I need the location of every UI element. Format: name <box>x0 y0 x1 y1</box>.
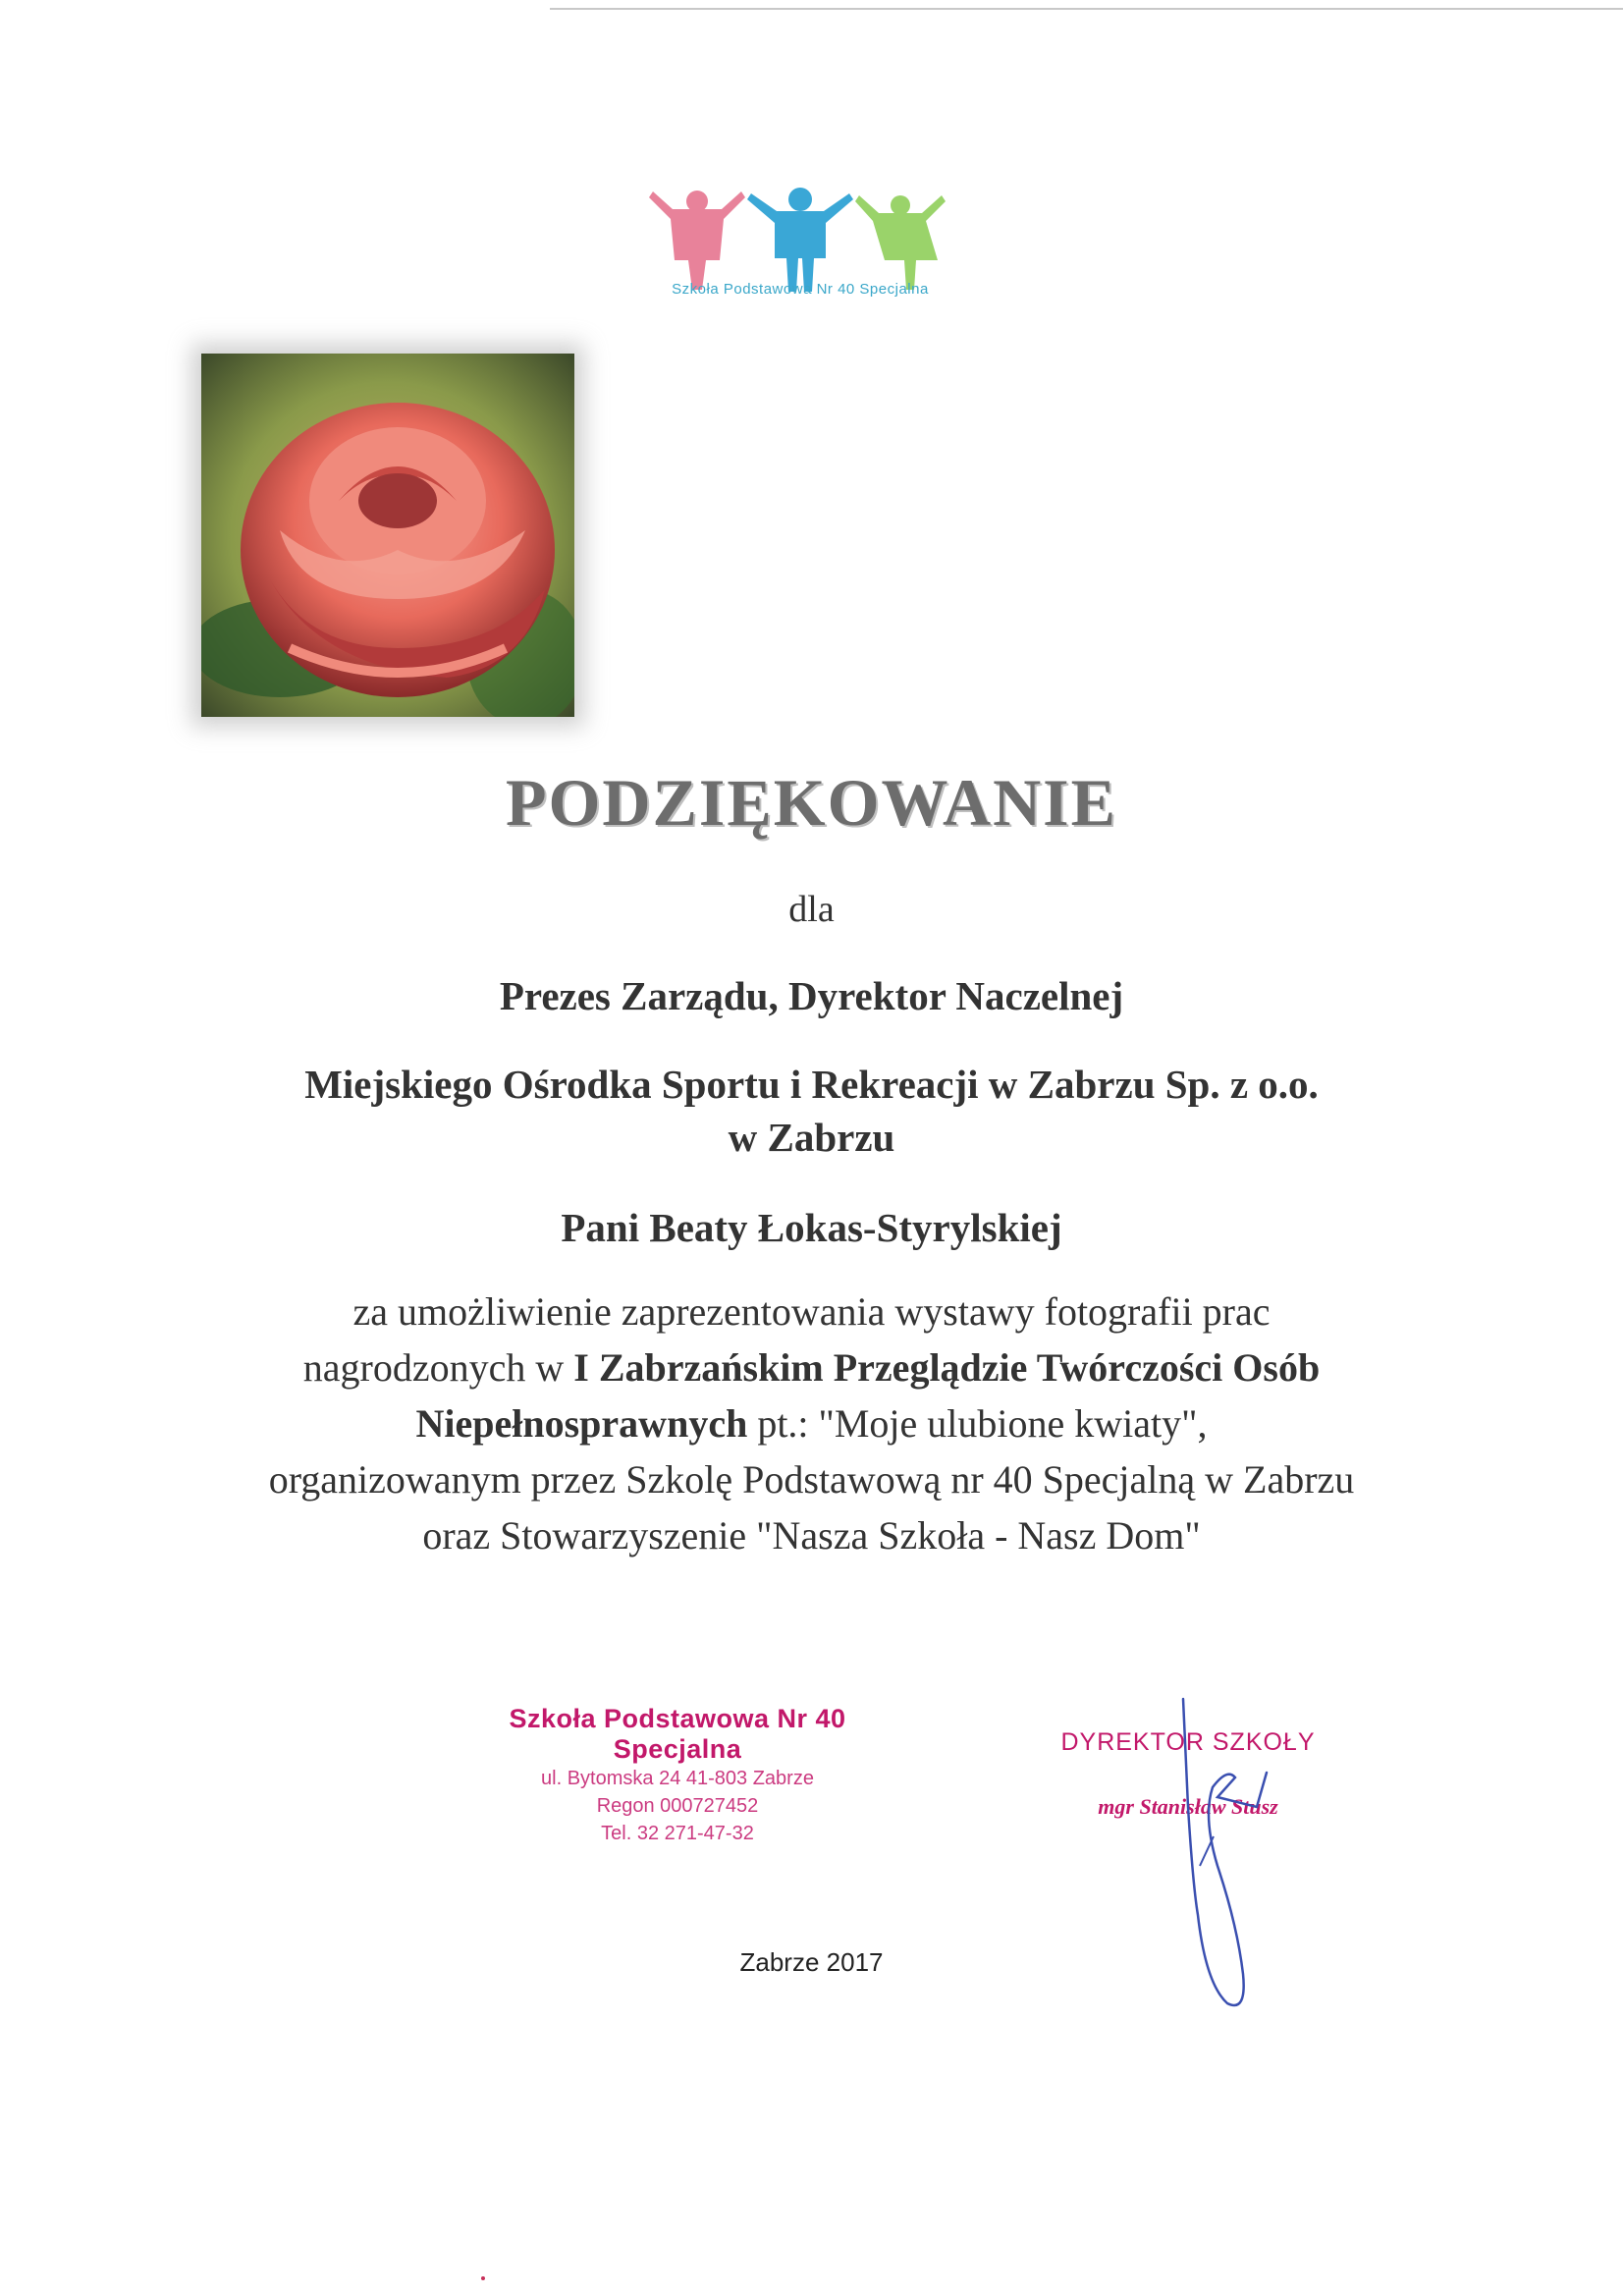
director-role: DYREKTOR SZKOŁY <box>1060 1728 1316 1756</box>
body-line-1: za umożliwienie zaprezentowania wystawy fotografii prac <box>352 1289 1271 1334</box>
logo-caption: Szkoła Podstawowa Nr 40 Specjalna <box>672 281 929 298</box>
school-stamp <box>461 1704 893 1847</box>
pink-child-figure <box>649 191 745 290</box>
event-name-cont: Niepełnosprawnych <box>415 1401 748 1446</box>
body-line-5: oraz Stowarzyszenie "Nasza Szkoła - Nasz Dom" <box>422 1513 1201 1558</box>
body-line-4: organizowanym przez Szkolę Podstawową nr 40 Specjalną w Zabrzu <box>268 1457 1355 1502</box>
blue-child-figure <box>747 188 853 292</box>
body-line-3: Niepełnosprawnych pt.: "Moje ulubione kwiaty", <box>415 1401 1208 1446</box>
stamp-regon: Regon 000727452 <box>596 1795 759 1817</box>
stamp-phone: Tel. 32 271-47-32 <box>601 1823 754 1844</box>
body-line-2: nagrodzonych w I Zabrzańskim Przeglądzie Twórczości Osób <box>302 1345 1321 1390</box>
recipient-organization: Miejskiego Ośrodka Sportu i Rekreacji w Zabrzu Sp. z o.o. <box>304 1062 1319 1107</box>
recipient-city: w Zabrzu <box>728 1115 895 1160</box>
place-and-date: Zabrze 2017 <box>739 1947 884 1977</box>
for-word: dla <box>788 889 835 930</box>
stamp-address: ul. Bytomska 24 41-803 Zabrze <box>541 1768 814 1789</box>
scan-speck <box>481 2276 485 2280</box>
document-title: PODZIĘKOWANIE <box>506 765 1117 840</box>
recipient-position: Prezes Zarządu, Dyrektor Naczelnej <box>499 973 1124 1018</box>
recipient-name: Pani Beaty Łokas-Styrylskiej <box>561 1205 1062 1250</box>
event-name: I Zabrzańskim Przeglądzie Twórczości Osób <box>573 1345 1321 1390</box>
rose-painting <box>201 354 574 717</box>
green-child-figure <box>855 195 946 290</box>
scan-top-line <box>550 8 1623 10</box>
thanks-body <box>0 1284 1623 1563</box>
stamp-school-name: Szkoła Podstawowa Nr 40 Specjalna <box>509 1704 846 1764</box>
director-name: mgr Stanisław Stusz <box>1098 1794 1278 1819</box>
